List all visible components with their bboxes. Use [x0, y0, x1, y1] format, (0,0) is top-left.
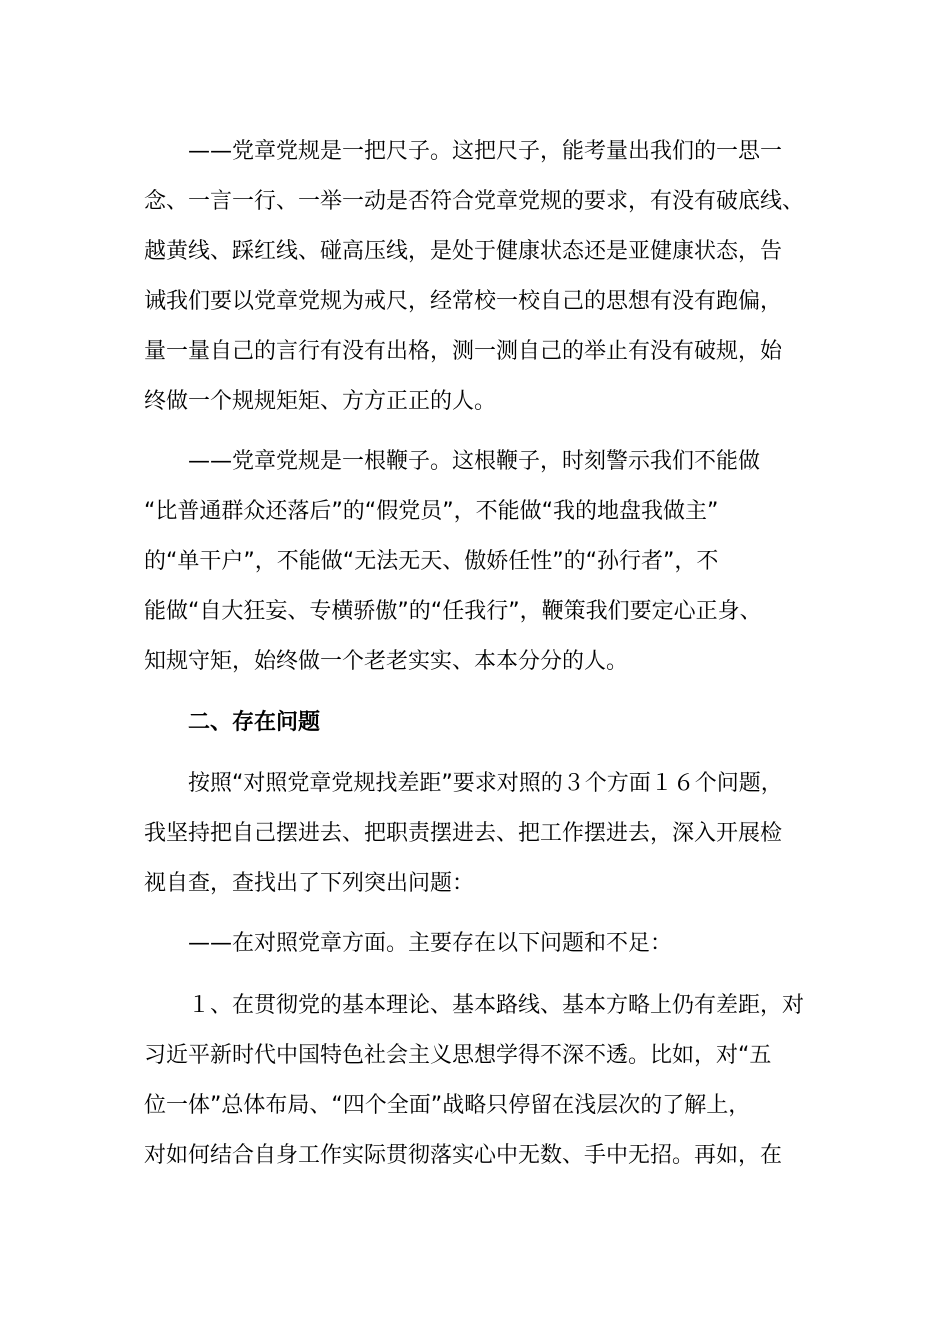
text-line: ——在对照党章方面。主要存在以下问题和不足：	[188, 931, 673, 956]
text-line: 的“单干户”，不能做“无法无天、傲娇任性”的“孙行者”，不	[144, 549, 719, 574]
text-line: 知规守矩，始终做一个老老实实、本本分分的人。	[144, 649, 629, 674]
text-line: １、在贯彻党的基本理论、基本路线、基本方略上仍有差距，对	[188, 993, 805, 1018]
text-line: 诫我们要以党章党规为戒尺，经常校一校自己的思想有没有跑偏，	[144, 289, 783, 314]
text-line: 能做“自大狂妄、专横骄傲”的“任我行”，鞭策我们要定心正身、	[144, 599, 762, 624]
text-line: 念、一言一行、一举一动是否符合党章党规的要求，有没有破底线、	[144, 189, 805, 214]
text-line: “比普通群众还落后”的“假党员”，不能做“我的地盘我做主”	[144, 499, 719, 524]
text-line: 位一体”总体布局、“四个全面”战略只停留在浅层次的了解上，	[144, 1093, 751, 1118]
text-line: ——党章党规是一根鞭子。这根鞭子，时刻警示我们不能做	[188, 449, 761, 474]
text-line: 我坚持把自己摆进去、把职责摆进去、把工作摆进去，深入开展检	[144, 821, 783, 846]
text-line: 量一量自己的言行有没有出格，测一测自己的举止有没有破规，始	[144, 339, 783, 364]
text-line: 对如何结合自身工作实际贯彻落实心中无数、手中无招。再如，在	[144, 1143, 783, 1168]
text-line: 视自查，查找出了下列突出问题：	[144, 871, 475, 896]
text-line: 终做一个规规矩矩、方方正正的人。	[144, 389, 497, 414]
section-heading: 二、存在问题	[188, 710, 321, 735]
text-line: ——党章党规是一把尺子。这把尺子，能考量出我们的一思一	[188, 139, 783, 164]
text-line: 按照“对照党章党规找差距”要求对照的３个方面１６个问题，	[188, 771, 783, 796]
text-line: 越黄线、踩红线、碰高压线，是处于健康状态还是亚健康状态，告	[144, 239, 783, 264]
text-line: 习近平新时代中国特色社会主义思想学得不深不透。比如，对“五	[144, 1043, 772, 1068]
